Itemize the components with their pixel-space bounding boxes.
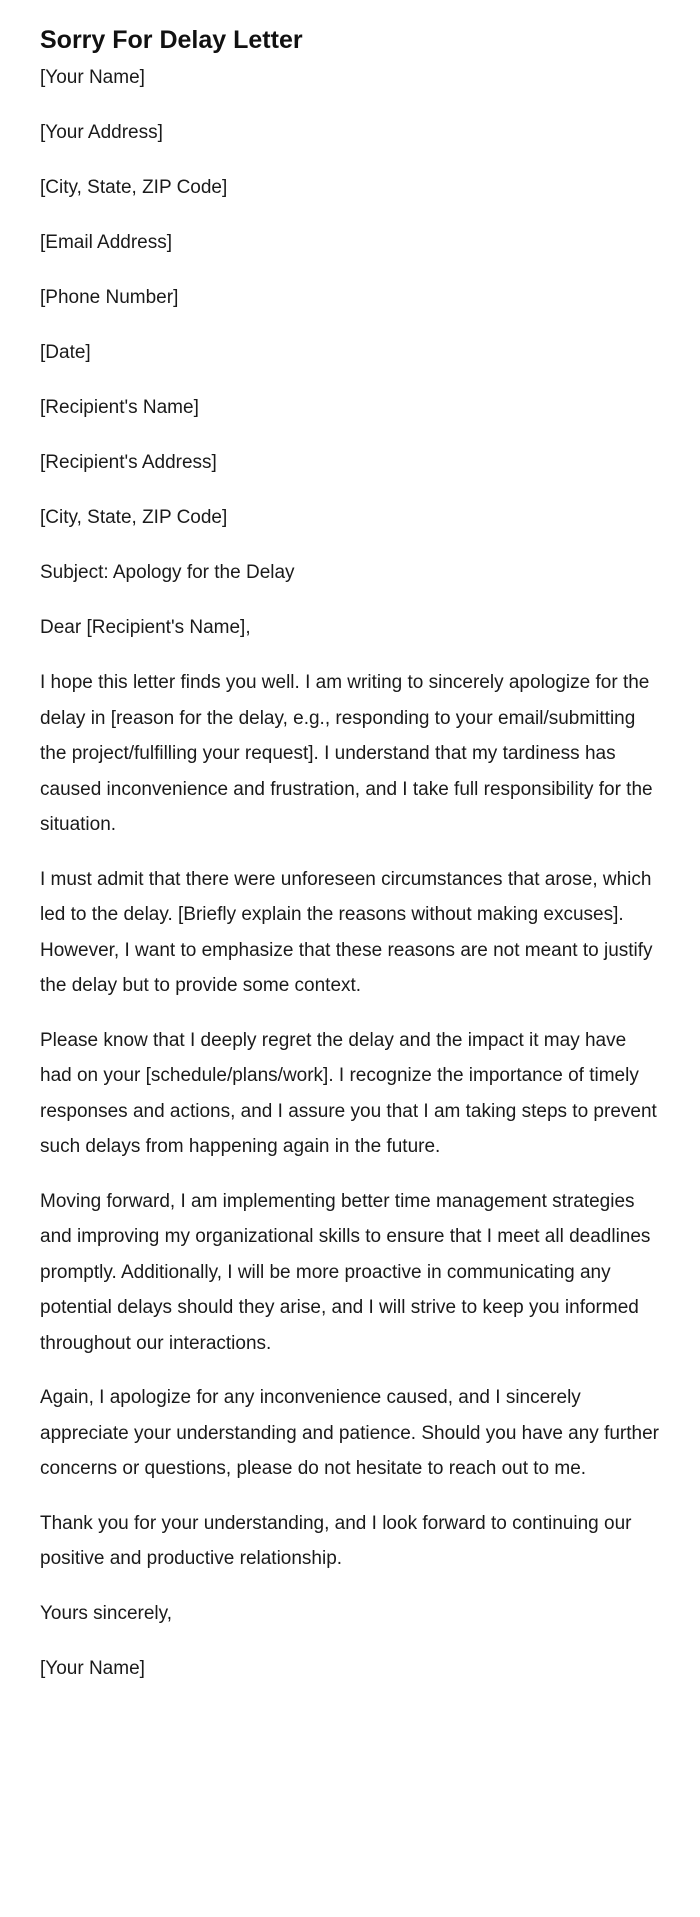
recipient-address: [Recipient's Address]	[40, 452, 217, 473]
salutation: Dear [Recipient's Name],	[40, 617, 251, 638]
sender-email: [Email Address]	[40, 232, 172, 253]
closing: Yours sincerely,	[40, 1602, 173, 1624]
body-paragraph-5: Again, I apologize for any inconvenience caused, and I sincerely appreciate your understanding and patience. Should you have any further concerns or questions, please do not hesitate to reach out to me.	[40, 1387, 659, 1479]
body-paragraph-3: Please know that I deeply regret the delay and the impact it may have had on your [schedule/plans/work]. I recognize the importance of timely responses and actions, and I assure you that I am taking steps to prevent such delays from happening again in the future.	[40, 1029, 657, 1157]
body-paragraph-1: I hope this letter finds you well. I am writing to sincerely apologize for the delay in [reason for the delay, e.g., responding to your email/submitting the project/fulfilling your request]. I understand that my tardiness has caused inconvenience and frustration, and I take full responsibility for the situation.	[40, 672, 653, 835]
recipient-city-state-zip: [City, State, ZIP Code]	[40, 507, 228, 528]
letter-date: [Date]	[40, 342, 91, 363]
sender-city-state-zip: [City, State, ZIP Code]	[40, 177, 228, 198]
body-paragraph-6: Thank you for your understanding, and I look forward to continuing our positive and productive relationship.	[40, 1512, 632, 1569]
body-paragraph-2: I must admit that there were unforeseen circumstances that arose, which led to the delay. [Briefly explain the reasons without making excuses]. However, I want to emphasize that these reasons are not meant to justify the delay but to provide some context.	[40, 868, 653, 996]
signature-name: [Your Name]	[40, 1657, 145, 1679]
body-paragraph-4: Moving forward, I am implementing better time management strategies and improving my organizational skills to ensure that I meet all deadlines promptly. Additionally, I will be more proactive in communicating any potential delays should they arise, and I will strive to keep you informed throughout our interactions.	[40, 1190, 651, 1354]
sender-address: [Your Address]	[40, 122, 163, 143]
recipient-name: [Recipient's Name]	[40, 397, 199, 418]
subject-line: Subject: Apology for the Delay	[40, 562, 295, 583]
document-title: Sorry For Delay Letter	[40, 26, 303, 54]
sender-name: [Your Name]	[40, 67, 145, 88]
sender-phone: [Phone Number]	[40, 287, 179, 308]
